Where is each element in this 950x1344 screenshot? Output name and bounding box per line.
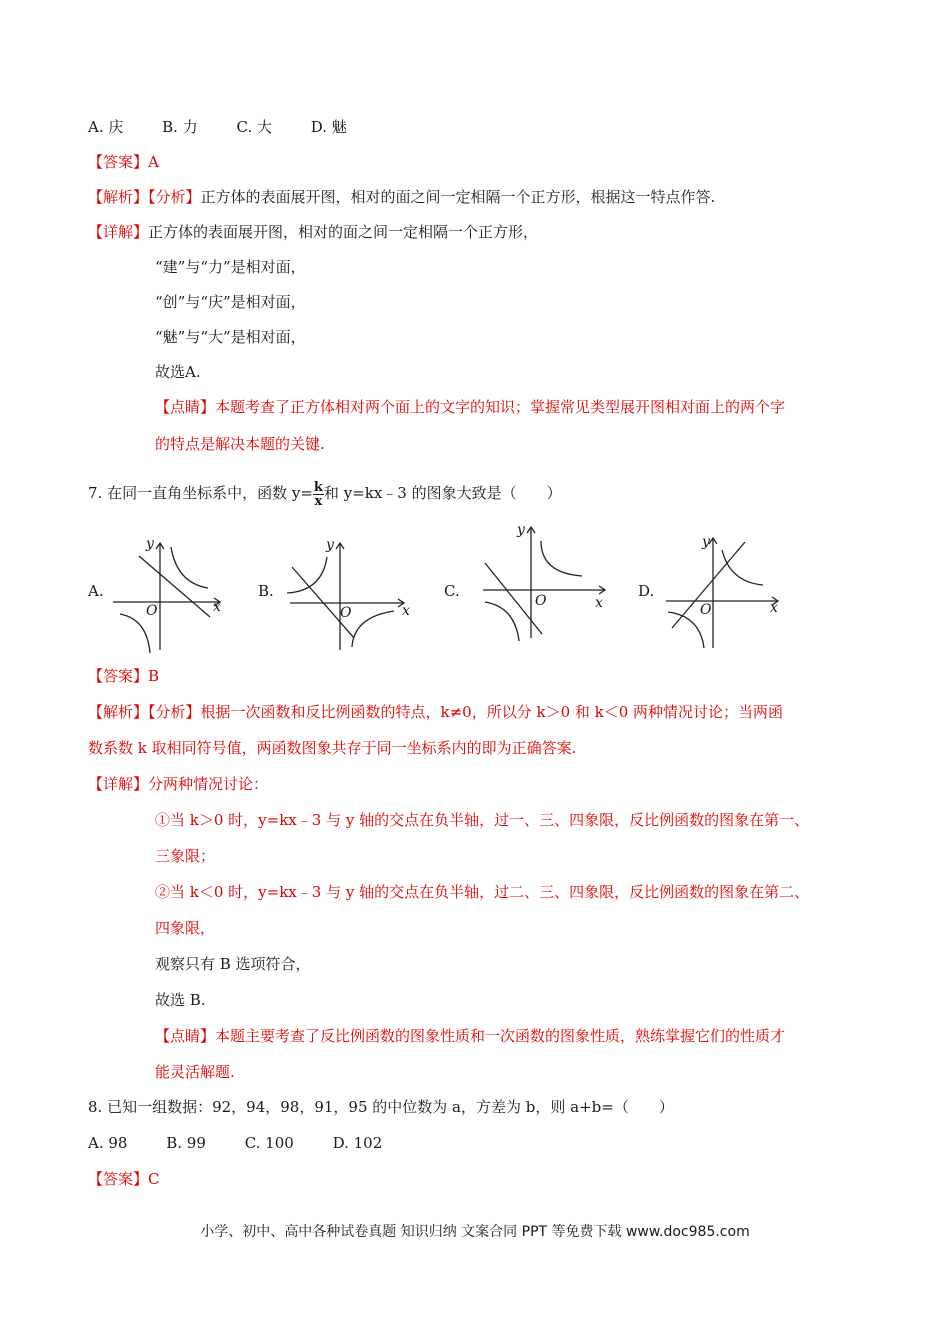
detail-line: “魅”与“大”是相对面，	[155, 328, 306, 346]
answer-tag: 【答案】	[88, 153, 149, 171]
fraction-denominator: x	[314, 493, 323, 509]
graph-label-a: A.	[88, 582, 104, 600]
graph-label-b: B.	[258, 582, 274, 600]
comment-tag: 【点睛】	[155, 1027, 216, 1045]
hyperbola-branch	[668, 612, 704, 648]
hyperbola-branch	[120, 614, 150, 653]
q7-answer	[88, 665, 159, 687]
hyperbola-branch	[352, 611, 394, 647]
fraction-k-over-x	[313, 481, 324, 508]
comment-text: 本题主要考查了反比例函数的图象性质和一次函数的图象性质，熟练掌握它们的性质才	[215, 1027, 786, 1045]
q7-comment	[155, 1025, 785, 1047]
detail-line: “创”与“庆”是相对面，	[155, 293, 306, 311]
comment-tag: 【点睛】	[155, 398, 216, 416]
q6-analysis	[88, 186, 715, 208]
origin-label: O	[700, 602, 712, 618]
answer-value: B	[148, 667, 160, 685]
option-c: C. 100	[244, 1134, 294, 1152]
detail-line: 四象限，	[155, 919, 216, 937]
axis-y-label: y	[517, 523, 525, 538]
detail-line: 三象限；	[155, 847, 216, 865]
detail-line: ①当 k＞0 时，y=kx﹣3 与 y 轴的交点在负半轴，过一、三、四象限，反比例函数的图象在第一、	[155, 811, 810, 829]
axis-y-label: y	[702, 534, 710, 550]
answer-tag: 【答案】	[88, 1170, 149, 1188]
comment-text-2: 能灵活解题.	[155, 1063, 235, 1081]
detail-line: 正方体的表面展开图，相对的面之间一定相隔一个正方形，	[148, 223, 539, 241]
axis-x-label: x	[770, 600, 778, 616]
detail-tag: 【详解】	[88, 775, 149, 793]
hyperbola-branch	[171, 547, 208, 588]
option-d: D. 魅	[310, 118, 347, 136]
comment-text: 本题考查了正方体相对两个面上的文字的知识；掌握常见类型展开图相对面上的两个字	[215, 398, 786, 416]
hyperbola-branch	[541, 541, 582, 576]
option-a: A. 庆	[88, 118, 124, 136]
analysis-text-2: 数系数 k 取相同符号值，两函数图象共存于同一坐标系内的即为正确答案.	[88, 739, 577, 757]
analysis-text: 根据一次函数和反比例函数的特点，k≠0，所以分 k＞0 和 k＜0 两种情况讨论；当两函	[200, 703, 784, 721]
hyperbola-branch	[287, 557, 327, 593]
q6-comment	[155, 396, 785, 418]
graph-a	[105, 535, 230, 655]
q8-options	[88, 1132, 416, 1154]
graph-label-c: C.	[444, 582, 460, 600]
detail-line: 故选A.	[155, 363, 201, 381]
detail-line: 故选 B.	[155, 991, 206, 1009]
q6-options	[88, 116, 381, 138]
answer-value: C	[148, 1170, 160, 1188]
graph-b	[282, 535, 417, 655]
origin-label: O	[535, 593, 547, 609]
stem-pre: 7. 在同一直角坐标系中，函数 y=	[88, 484, 313, 502]
detail-tag: 【详解】	[88, 223, 149, 241]
graph-label-d: D.	[638, 582, 655, 600]
axis-y-label: y	[146, 536, 154, 552]
q7-analysis	[88, 701, 783, 723]
detail-line: 分两种情况讨论：	[148, 775, 269, 793]
q8-stem: 8. 已知一组数据：92，94，98，91，95 的中位数为 a，方差为 b，则 a+b=（ ）	[88, 1098, 674, 1116]
detail-line: ②当 k＜0 时，y=kx﹣3 与 y 轴的交点在负半轴，过二、三、四象限，反比例函数的图象在第二、	[155, 883, 810, 901]
graph-c	[475, 523, 615, 643]
q7-stem	[88, 478, 562, 508]
q7-detail	[88, 773, 268, 795]
page-footer: 小学、初中、高中各种试卷真题 知识归纳 文案合同 PPT 等免费下载 www.doc985.com	[200, 1224, 750, 1240]
comment-text-2: 的特点是解决本题的关键.	[155, 435, 325, 453]
axis-x-label: x	[213, 599, 221, 615]
q6-answer	[88, 151, 159, 173]
fraction-numerator: k	[313, 479, 323, 495]
q8-answer	[88, 1168, 160, 1190]
q6-detail	[88, 221, 538, 243]
origin-label: O	[340, 605, 352, 621]
axis-x-label: x	[595, 595, 603, 611]
answer-value: A	[148, 153, 159, 171]
answer-tag: 【答案】	[88, 667, 149, 685]
hyperbola-branch	[722, 550, 763, 585]
option-a: A. 98	[88, 1134, 128, 1152]
analysis-tag: 【解析】【分析】	[88, 188, 201, 206]
linear-function-line	[485, 563, 542, 634]
detail-line: “建”与“力”是相对面，	[155, 258, 306, 276]
origin-label: O	[146, 603, 158, 619]
option-d: D. 102	[332, 1134, 383, 1152]
option-b: B. 力	[162, 118, 198, 136]
analysis-tag: 【解析】【分析】	[88, 703, 201, 721]
hyperbola-branch	[485, 602, 519, 641]
detail-line: 观察只有 B 选项符合，	[155, 955, 311, 973]
stem-post: 和 y=kx﹣3 的图象大致是（ ）	[323, 484, 562, 502]
axis-y-label: y	[326, 537, 334, 553]
option-b: B. 99	[166, 1134, 206, 1152]
axis-x-label: x	[402, 603, 410, 619]
analysis-text: 正方体的表面展开图，相对的面之间一定相隔一个正方形，根据这一特点作答.	[200, 188, 716, 206]
option-c: C. 大	[236, 118, 272, 136]
graph-d	[660, 530, 790, 650]
